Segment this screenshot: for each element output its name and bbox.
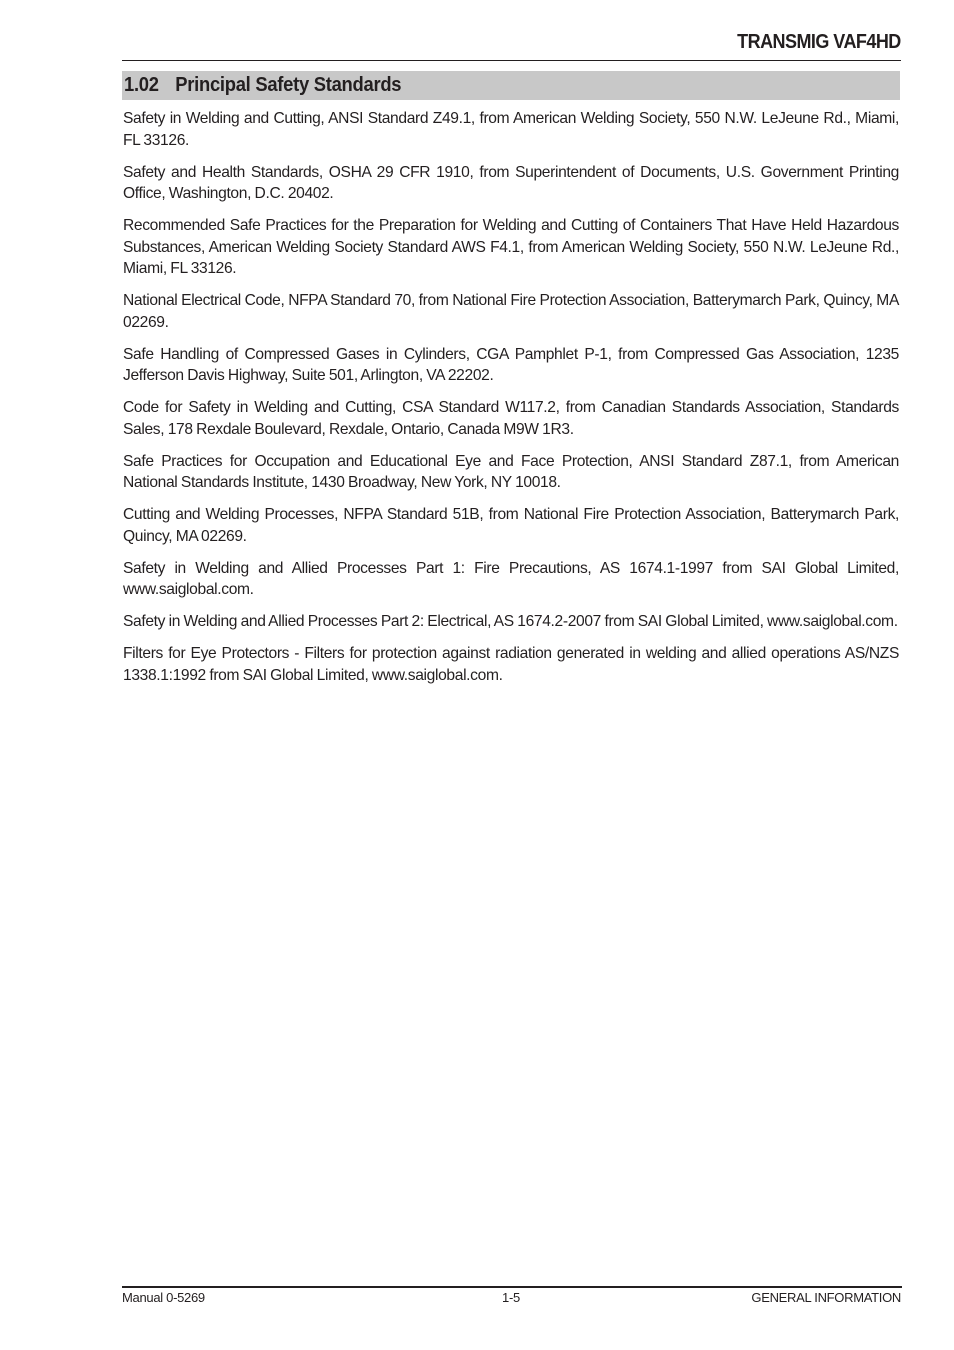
section-heading bbox=[124, 71, 401, 100]
standard-paragraph: Safety in Welding and Cutting, ANSI Standard Z49.1, from American Welding Society, 550 N.W. LeJeune Rd., Miami, FL 33126. bbox=[123, 110, 899, 149]
section-number: 1.02 bbox=[124, 74, 159, 96]
product-title: TRANSMIG VAF4HD bbox=[737, 31, 901, 53]
standard-paragraph: Filters for Eye Protectors - Filters for protection against radiation generated in welding and allied operations AS/NZS 1338.1:1992 from SAI Global Limited, www.saiglobal.com. bbox=[123, 645, 899, 684]
standard-paragraph: Safe Practices for Occupation and Educational Eye and Face Protection, ANSI Standard Z87.1, from American National Standards Institute, 1430 Broadway, New York, NY 10018. bbox=[123, 452, 899, 491]
standard-paragraph: Cutting and Welding Processes, NFPA Standard 51B, from National Fire Protection Association, Batterymarch Park, Quincy, MA 02269. bbox=[123, 506, 899, 545]
standard-paragraph: Safe Handling of Compressed Gases in Cylinders, CGA Pamphlet P-1, from Compressed Gas Association, 1235 Jefferson Davis Highway, Suite 501, Arlington, VA 22202. bbox=[123, 345, 899, 384]
standard-paragraph: National Electrical Code, NFPA Standard 70, from National Fire Protection Association, Batterymarch Park, Quincy, MA 02269. bbox=[123, 292, 899, 331]
standard-paragraph: Recommended Safe Practices for the Preparation for Welding and Cutting of Containers That Have Held Hazardous Substances, American Welding Society Standard AWS F4.1, from American Welding Society, 550 N.W. LeJeune Rd., Miami, FL 33126. bbox=[123, 217, 899, 277]
standard-paragraph: Code for Safety in Welding and Cutting, CSA Standard W117.2, from Canadian Standards Association, Standards Sales, 178 Rexdale Boulevard, Rexdale, Ontario, Canada M9W 1R3. bbox=[123, 399, 899, 438]
header-rule bbox=[122, 60, 901, 61]
standard-paragraph: Safety and Health Standards, OSHA 29 CFR 1910, from Superintendent of Documents, U.S. Government Printing Office, Washington, D.C. 20402. bbox=[123, 163, 899, 202]
standard-paragraph: Safety in Welding and Allied Processes Part 2: Electrical, AS 1674.2-2007 from SAI Global Limited, www.saiglobal.com. bbox=[123, 613, 898, 630]
footer-rule bbox=[122, 1286, 902, 1288]
footer-manual-number: Manual 0-5269 bbox=[122, 1290, 205, 1305]
footer-page-number: 1-5 bbox=[502, 1290, 520, 1305]
standard-paragraph: Safety in Welding and Allied Processes Part 1: Fire Precautions, AS 1674.1-1997 from SAI Global Limited, www.saiglobal.com. bbox=[123, 559, 899, 598]
section-title: Principal Safety Standards bbox=[175, 74, 402, 96]
footer-section-name: GENERAL INFORMATION bbox=[751, 1290, 901, 1305]
standards-list bbox=[123, 108, 899, 697]
